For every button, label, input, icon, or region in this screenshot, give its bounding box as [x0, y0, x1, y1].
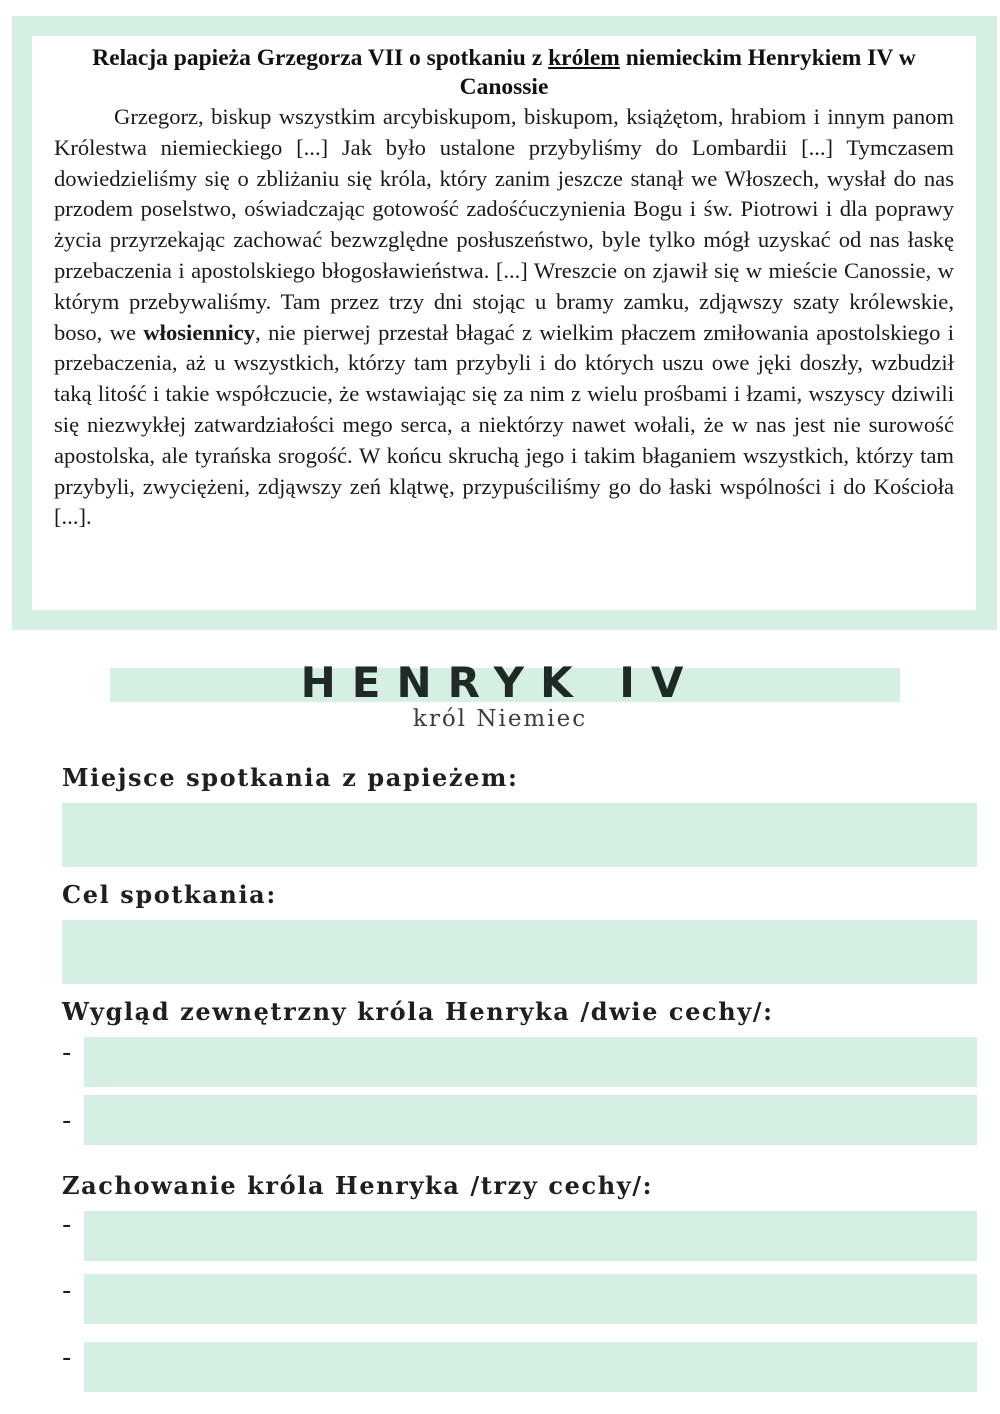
- source-title: [54, 44, 954, 102]
- source-title-part: niemieckim Henrykiem IV w Canossie: [459, 45, 916, 100]
- question-appearance: Wygląd zewnętrzny króla Henryka /dwie cechy/:: [62, 997, 774, 1026]
- dash-marker: -: [62, 1276, 72, 1306]
- dash-marker: -: [62, 1106, 72, 1136]
- source-text-card: [32, 36, 976, 610]
- page-subtitle: król Niemiec: [412, 706, 588, 732]
- page-title: HENRYK IV: [300, 658, 700, 707]
- dash-marker: -: [62, 1210, 72, 1240]
- answer-field-appearance-1[interactable]: [84, 1037, 977, 1087]
- answer-field-purpose[interactable]: [62, 920, 977, 984]
- source-title-underlined: królem: [548, 45, 620, 71]
- question-meeting-place: Miejsce spotkania z papieżem:: [62, 763, 519, 792]
- source-title-part: Relacja papieża Grzegorza VII o spotkaniu z: [92, 45, 549, 71]
- answer-field-behavior-3[interactable]: [84, 1342, 977, 1392]
- answer-field-behavior-1[interactable]: [84, 1211, 977, 1261]
- question-purpose: Cel spotkania:: [62, 880, 277, 909]
- source-body-part: , nie pierwej przestał błagać z wielkim płaczem zmiłowania apostolskiego i przebaczenia, aż u wszystkich, którzy tam przybyli i do których uszu owe jęki doszły, wzbudził taką litość i takie współczucie, że wstawiając się za nim z wielu prośbami i łzami, wszyscy dziwili się niezwykłej zatwardziałości mego serca, a niektórzy nawet wołali, że w nas jest nie surowość apostolska, ale tyrańska srogość. W końcu skruchą jego i takim błaganiem wszystkich, którzy tam przybyli, zwyciężeni, zdjąwszy zeń klątwę, przypuściliśmy go do łaski wspólności i do Kościoła [...].: [54, 319, 954, 530]
- source-frame: [12, 16, 997, 630]
- answer-field-appearance-2[interactable]: [84, 1095, 977, 1145]
- dash-marker: -: [62, 1343, 72, 1373]
- dash-marker: -: [62, 1038, 72, 1068]
- source-body-part: Grzegorz, biskup wszystkim arcybiskupom, biskupom, książętom, hrabiom i innym panom Królestwa niemieckiego [...] Jak było ustalone przybyliśmy do Lombardii [...] Tymczasem dowiedzieliśmy się o zbliżaniu się króla, który zanim jeszcze stanął we Włoszech, wysłał do nas przodem poselstwo, oświadczając gotowość zadośćuczynienia Bogu i św. Piotrowi i dla poprawy życia przyrzekając zachować bezwzględne posłuszeństwo, byle tylko mógł uzyskać od nas łaskę przebaczenia i apostolskiego błogosławieństwa. [...] Wreszcie on zjawił się w mieście Canossie, w którym przebywaliśmy. Tam przez trzy dni stojąc u bramy zamku, zdjąwszy szaty królewskie, boso, we: [54, 104, 954, 345]
- source-body-bold: włosiennicy: [143, 319, 256, 345]
- answer-field-behavior-2[interactable]: [84, 1274, 977, 1324]
- question-behavior: Zachowanie króla Henryka /trzy cechy/:: [62, 1171, 654, 1200]
- answer-field-meeting-place[interactable]: [62, 803, 977, 867]
- source-body: [54, 102, 954, 533]
